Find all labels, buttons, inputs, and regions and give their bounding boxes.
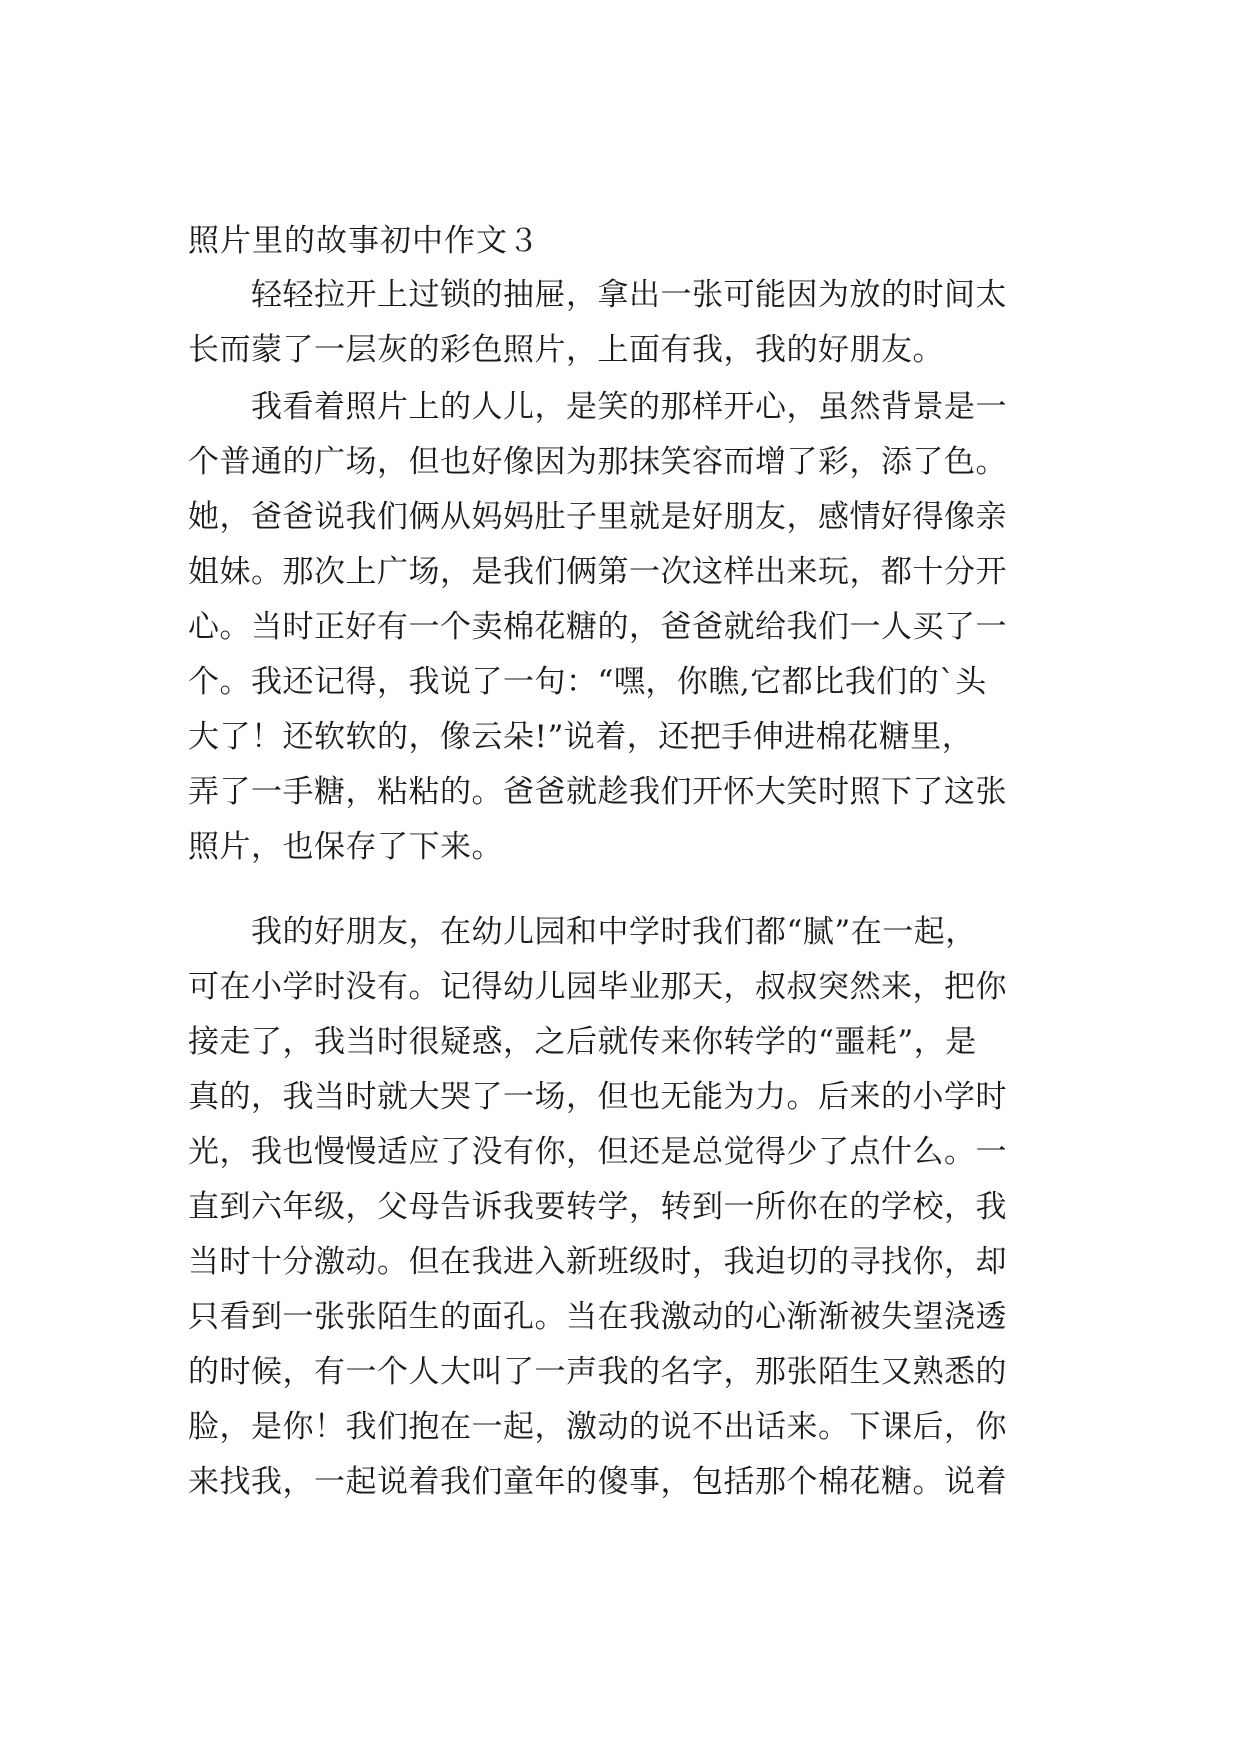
text-line: 心。当时正好有一个卖棉花糖的，爸爸就给我们一人买了一 — [188, 609, 1007, 645]
text-line: 我的好朋友，在幼儿园和中学时我们都“腻”在一起， — [188, 914, 977, 950]
text-line: 我看着照片上的人儿，是笑的那样开心，虽然背景是一 — [188, 389, 1007, 425]
text-line: 来找我，一起说着我们童年的傻事，包括那个棉花糖。说着 — [188, 1464, 1007, 1500]
text-line: 轻轻拉开上过锁的抽屉，拿出一张可能因为放的时间太 — [188, 277, 1007, 313]
text-line: 个普通的广场，但也好像因为那抹笑容而增了彩，添了色。 — [188, 444, 1007, 480]
text-line: 真的，我当时就大哭了一场，但也无能为力。后来的小学时 — [188, 1079, 1007, 1115]
text-line: 只看到一张张陌生的面孔。当在我激动的心渐渐被失望浇透 — [188, 1299, 1007, 1335]
text-line: 长而蒙了一层灰的彩色照片，上面有我，我的好朋友。 — [188, 332, 944, 368]
text-line: 的时候，有一个人大叫了一声我的名字，那张陌生又熟悉的 — [188, 1354, 1007, 1390]
text-line: 姐妹。那次上广场，是我们俩第一次这样出来玩，都十分开 — [188, 554, 1007, 590]
text-line: 照片，也保存了下来。 — [188, 829, 503, 865]
text-line: 个。我还记得，我说了一句：“嘿，你瞧,它都比我们的`头 — [188, 664, 987, 700]
text-line: 她，爸爸说我们俩从妈妈肚子里就是好朋友，感情好得像亲 — [188, 499, 1007, 535]
text-line: 当时十分激动。但在我进入新班级时，我迫切的寻找你，却 — [188, 1244, 1007, 1280]
text-line: 直到六年级，父母告诉我要转学，转到一所你在的学校，我 — [188, 1189, 1007, 1225]
text-line: 脸，是你！我们抱在一起，激动的说不出话来。下课后，你 — [188, 1409, 1007, 1445]
text-line: 光，我也慢慢适应了没有你，但还是总觉得少了点什么。一 — [188, 1134, 1007, 1170]
text-line: 弄了一手糖，粘粘的。爸爸就趁我们开怀大笑时照下了这张 — [188, 774, 1007, 810]
text-line: 大了！还软软的，像云朵!”说着，还把手伸进棉花糖里， — [188, 719, 974, 755]
text-line: 可在小学时没有。记得幼儿园毕业那天，叔叔突然来，把你 — [188, 969, 1007, 1005]
text-line: 接走了，我当时很疑惑，之后就传来你转学的“噩耗”，是 — [188, 1024, 977, 1060]
essay-title: 照片里的故事初中作文３ — [188, 223, 540, 259]
